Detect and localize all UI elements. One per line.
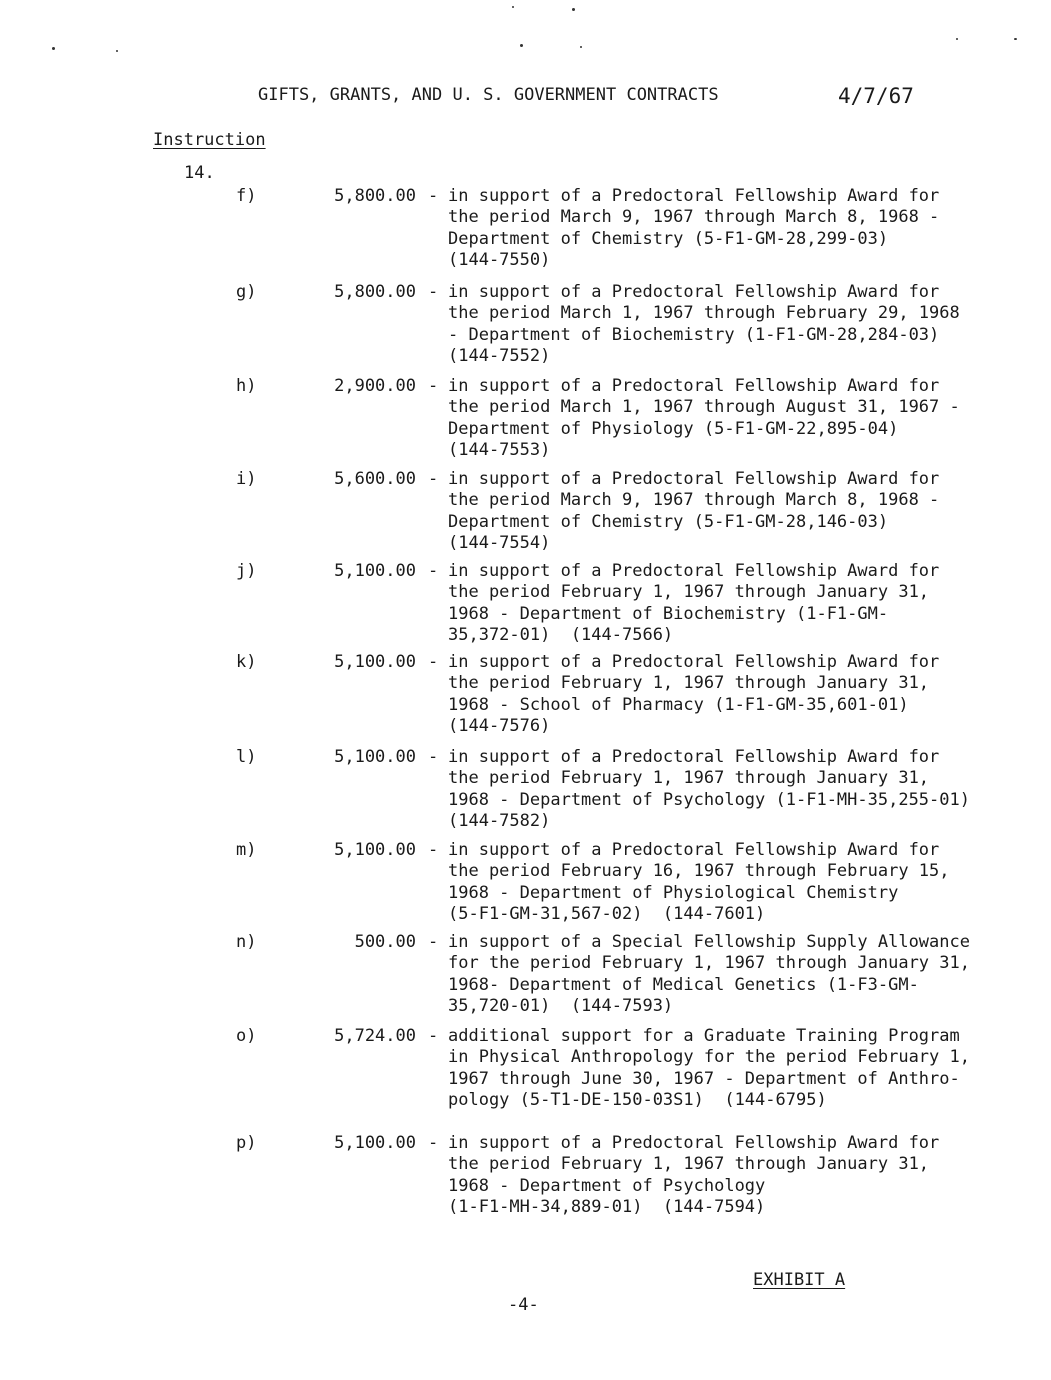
- entry-dash: -: [428, 1133, 439, 1153]
- entry-amount: 5,600.00: [334, 469, 416, 489]
- entry-description: in support of a Special Fellowship Supply Allowance for the period February 1, 1967 through January 31, 1968- Department of Medical Genetics (1-F3-GM- 35,720-01) (144-7593): [448, 932, 970, 1016]
- entry-letter: l): [236, 747, 257, 767]
- entry-amount: 500.00: [354, 932, 416, 952]
- scan-speck: [956, 38, 958, 40]
- entry-dash: -: [428, 932, 439, 952]
- page-number: -4-: [508, 1295, 539, 1315]
- entry-dash: -: [428, 652, 439, 672]
- entry-description: in support of a Predoctoral Fellowship Award for the period February 1, 1967 through January 31, 1968 - Department of Psychology (1-F1-MH-34,889-01) (144-7594): [448, 1133, 940, 1217]
- scan-speck: [520, 44, 523, 47]
- entry-letter: k): [236, 652, 257, 672]
- document-date: 4/7/67: [838, 84, 914, 108]
- scan-speck: [572, 8, 575, 11]
- scan-speck: [512, 6, 514, 8]
- entry-dash: -: [428, 282, 439, 302]
- entry-description: in support of a Predoctoral Fellowship Award for the period March 1, 1967 through February 29, 1968 - Department of Biochemistry (1-F1-GM-28,284-03) (144-7552): [448, 282, 960, 366]
- entry-dash: -: [428, 186, 439, 206]
- document-title: GIFTS, GRANTS, AND U. S. GOVERNMENT CONTRACTS: [258, 85, 719, 105]
- entry-letter: h): [236, 376, 257, 396]
- entry-amount: 5,100.00: [334, 561, 416, 581]
- entry-amount: 5,100.00: [334, 747, 416, 767]
- entry-dash: -: [428, 747, 439, 767]
- section-heading: Instruction: [153, 130, 266, 150]
- entry-amount: 5,724.00: [334, 1026, 416, 1046]
- entry-dash: -: [428, 840, 439, 860]
- entry-amount: 5,100.00: [334, 652, 416, 672]
- entry-letter: g): [236, 282, 257, 302]
- entry-letter: n): [236, 932, 257, 952]
- entry-letter: p): [236, 1133, 257, 1153]
- scan-speck: [580, 46, 582, 48]
- entry-description: additional support for a Graduate Training Program in Physical Anthropology for the period February 1, 1967 through June 30, 1967 - Department of Anthro- pology (5-T1-DE-150-03S1) (144-6795): [448, 1026, 970, 1110]
- entry-amount: 5,100.00: [334, 840, 416, 860]
- entry-description: in support of a Predoctoral Fellowship Award for the period February 1, 1967 through January 31, 1968 - School of Pharmacy (1-F1-GM-35,601-01) (144-7576): [448, 652, 940, 736]
- scan-speck: [116, 50, 118, 52]
- scan-speck: [52, 47, 55, 50]
- entry-letter: i): [236, 469, 257, 489]
- entry-letter: o): [236, 1026, 257, 1046]
- entry-description: in support of a Predoctoral Fellowship Award for the period March 9, 1967 through March 8, 1968 - Department of Chemistry (5-F1-GM-28,146-03) (144-7554): [448, 469, 940, 553]
- entry-letter: f): [236, 186, 257, 206]
- entry-description: in support of a Predoctoral Fellowship Award for the period March 9, 1967 through March 8, 1968 - Department of Chemistry (5-F1-GM-28,299-03) (144-7550): [448, 186, 940, 270]
- entry-dash: -: [428, 561, 439, 581]
- entry-amount: 5,100.00: [334, 1133, 416, 1153]
- entry-dash: -: [428, 376, 439, 396]
- entry-amount: 2,900.00: [334, 376, 416, 396]
- entry-dash: -: [428, 469, 439, 489]
- entry-description: in support of a Predoctoral Fellowship Award for the period February 16, 1967 through February 15, 1968 - Department of Physiological Chemistry (5-F1-GM-31,567-02) (144-7601): [448, 840, 950, 924]
- entry-letter: j): [236, 561, 257, 581]
- entry-amount: 5,800.00: [334, 186, 416, 206]
- scan-speck: [1014, 38, 1017, 40]
- entry-amount: 5,800.00: [334, 282, 416, 302]
- item-number: 14.: [184, 163, 215, 183]
- entry-description: in support of a Predoctoral Fellowship Award for the period February 1, 1967 through January 31, 1968 - Department of Psychology (1-F1-MH-35,255-01) (144-7582): [448, 747, 970, 831]
- entry-letter: m): [236, 840, 257, 860]
- exhibit-label: EXHIBIT A: [753, 1270, 846, 1290]
- entry-dash: -: [428, 1026, 439, 1046]
- entry-description: in support of a Predoctoral Fellowship Award for the period March 1, 1967 through August 31, 1967 - Department of Physiology (5-F1-GM-22,895-04) (144-7553): [448, 376, 960, 460]
- entry-description: in support of a Predoctoral Fellowship Award for the period February 1, 1967 through January 31, 1968 - Department of Biochemistry (1-F1-GM- 35,372-01) (144-7566): [448, 561, 940, 645]
